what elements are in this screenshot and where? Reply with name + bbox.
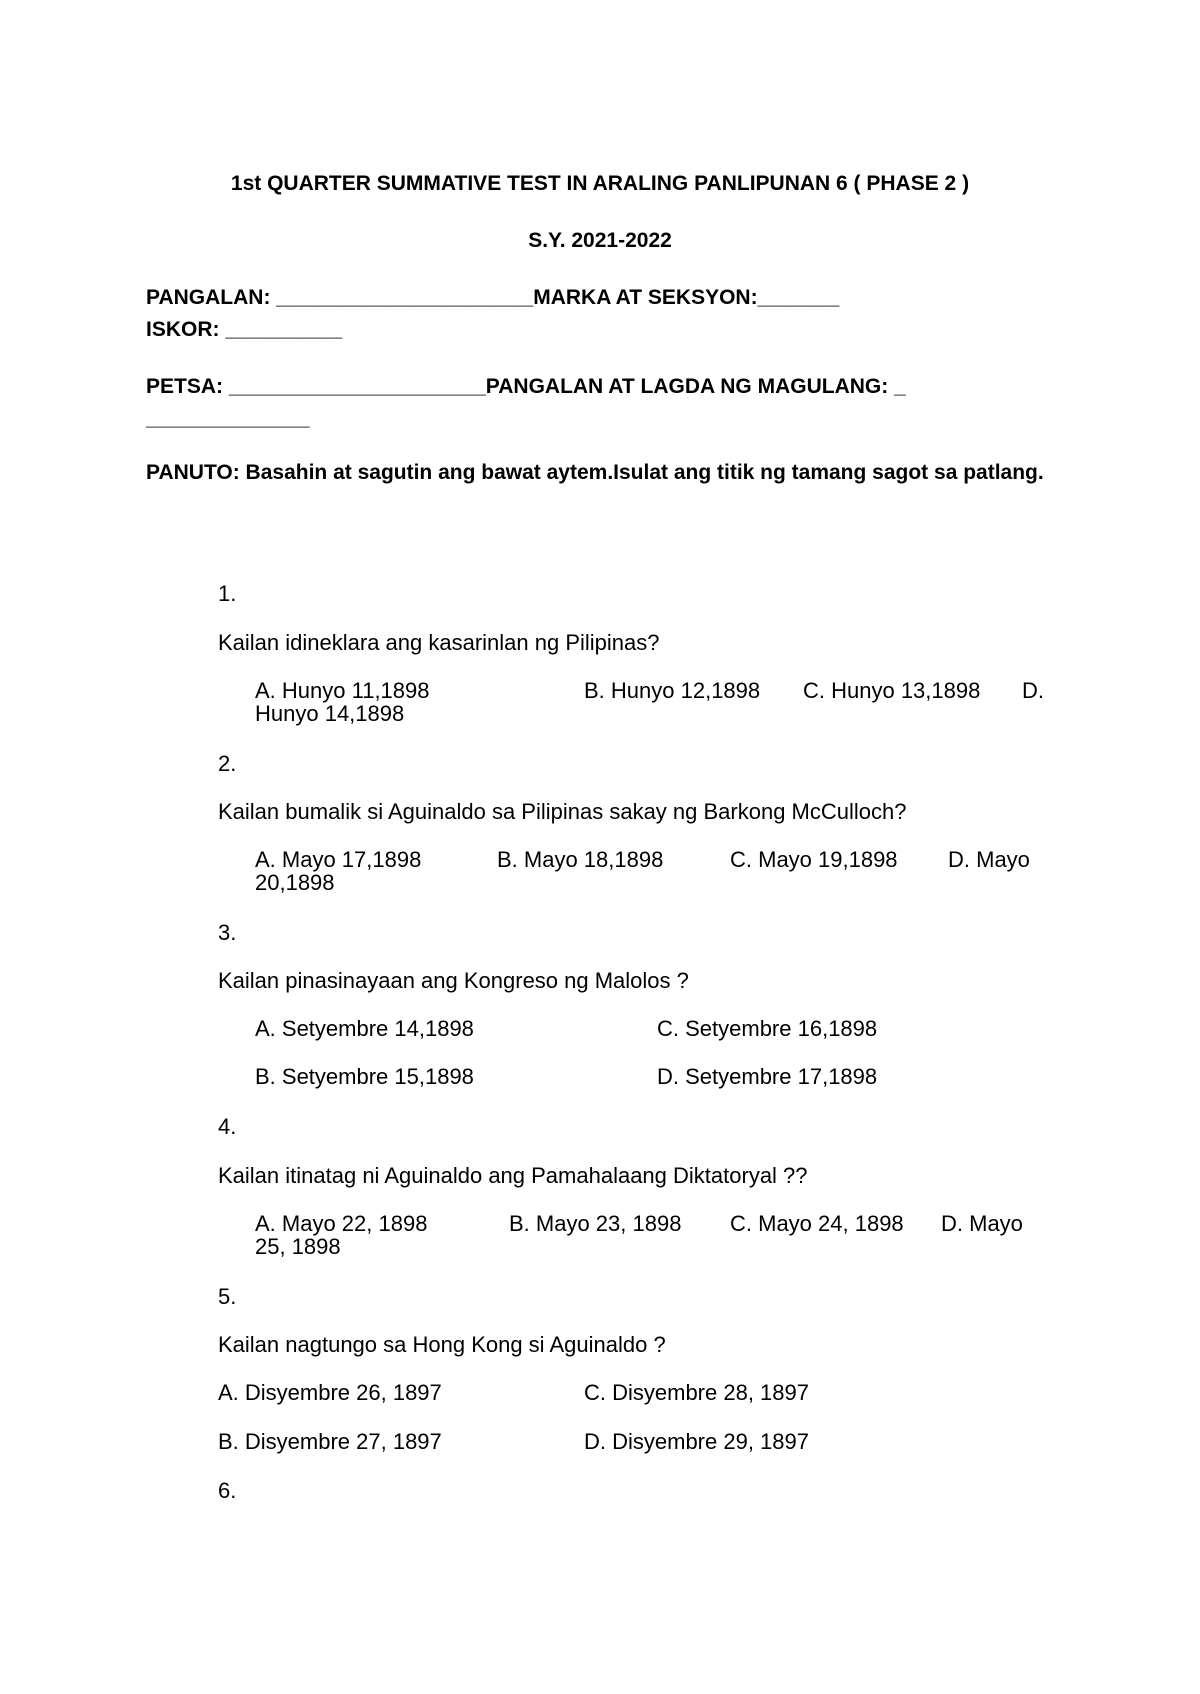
choice-a: A. Mayo 22, 1898 xyxy=(255,1211,428,1236)
question-number: 6. xyxy=(218,1478,237,1503)
choice-d: D. Mayo xyxy=(941,1211,1023,1236)
question-text: Kailan bumalik si Aguinaldo sa Pilipinas sakay ng Barkong McCulloch? xyxy=(218,799,907,824)
question-text: Kailan idineklara ang kasarinlan ng Pilipinas? xyxy=(218,630,660,655)
page-title: 1st QUARTER SUMMATIVE TEST IN ARALING PANLIPUNAN 6 ( PHASE 2 ) xyxy=(230,172,970,195)
question-number: 5. xyxy=(218,1284,237,1309)
choice-c: C. Setyembre 16,1898 xyxy=(657,1016,878,1041)
question-number: 3. xyxy=(218,920,237,945)
choice-d-continued: 20,1898 xyxy=(255,870,335,895)
choice-c: C. Disyembre 28, 1897 xyxy=(584,1380,809,1405)
choice-d-continued: 25, 1898 xyxy=(255,1234,341,1259)
choice-c: C. Mayo 19,1898 xyxy=(730,847,898,872)
name-grade-section-field: PANGALAN: ______________________MARKA AT SEKSYON:_______ xyxy=(146,286,840,309)
choice-c: C. Hunyo 13,1898 xyxy=(803,678,981,703)
choice-b: B. Mayo 18,1898 xyxy=(497,847,664,872)
choice-b: B. Mayo 23, 1898 xyxy=(509,1211,682,1236)
choice-d: D. Mayo xyxy=(948,847,1030,872)
question-text: Kailan nagtungo sa Hong Kong si Aguinaldo ? xyxy=(218,1332,666,1357)
choice-b: B. Setyembre 15,1898 xyxy=(255,1064,474,1089)
question-text: Kailan itinatag ni Aguinaldo ang Pamahalaang Diktatoryal ?? xyxy=(218,1163,808,1188)
choice-b: B. Disyembre 27, 1897 xyxy=(218,1429,442,1454)
parent-signature-line-cont: ______________ xyxy=(146,407,310,430)
question-number: 2. xyxy=(218,751,237,776)
choice-a: A. Mayo 17,1898 xyxy=(255,847,422,872)
instructions: PANUTO: Basahin at sagutin ang bawat aytem.Isulat ang titik ng tamang sagot sa patlang. xyxy=(146,461,1044,484)
choice-d: D. Disyembre 29, 1897 xyxy=(584,1429,809,1454)
choice-b: B. Hunyo 12,1898 xyxy=(584,678,761,703)
date-parent-signature-field: PETSA: ______________________PANGALAN AT LAGDA NG MAGULANG: _ xyxy=(146,375,906,398)
choice-a: A. Hunyo 11,1898 xyxy=(255,678,430,703)
choice-c: C. Mayo 24, 1898 xyxy=(730,1211,904,1236)
question-text: Kailan pinasinayaan ang Kongreso ng Malolos ? xyxy=(218,968,689,993)
choice-a: A. Setyembre 14,1898 xyxy=(255,1016,474,1041)
choice-d: D. Setyembre 17,1898 xyxy=(657,1064,878,1089)
choice-d-continued: Hunyo 14,1898 xyxy=(255,701,405,726)
choice-a: A. Disyembre 26, 1897 xyxy=(218,1380,442,1405)
choice-d: D. xyxy=(1022,678,1044,703)
school-year: S.Y. 2021-2022 xyxy=(528,229,672,252)
question-number: 1. xyxy=(218,581,237,606)
score-field: ISKOR: __________ xyxy=(146,318,343,341)
question-number: 4. xyxy=(218,1114,237,1139)
